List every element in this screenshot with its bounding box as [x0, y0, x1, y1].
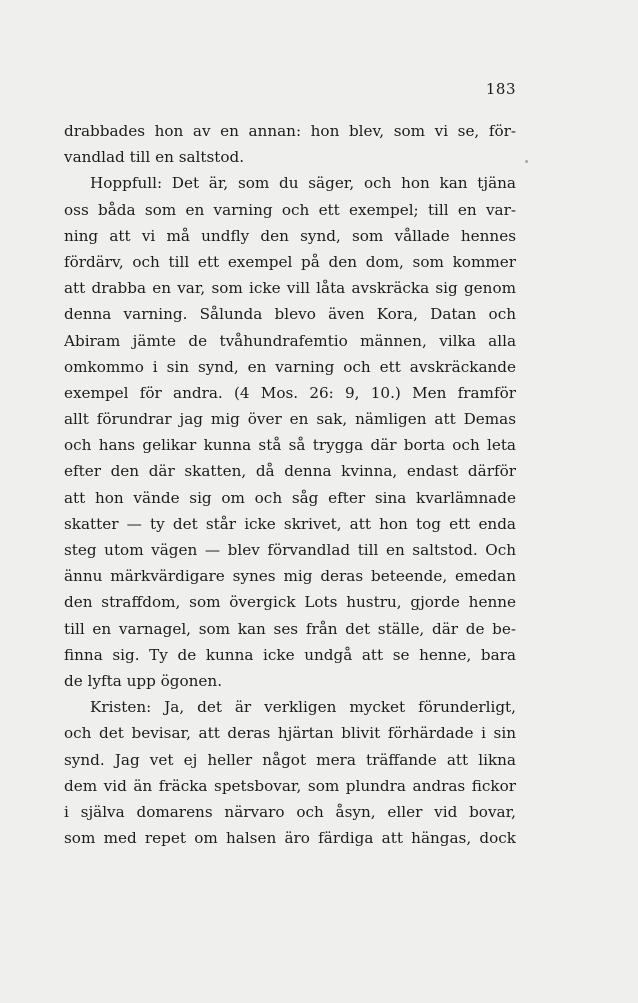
- text-line: exempel för andra. (4 Mos. 26: 9, 10.) Men framför: [64, 383, 516, 402]
- text-line: och det bevisar, att deras hjärtan blivit förhärdade i sin: [64, 724, 516, 743]
- text-line: steg utom vägen — blev förvandlad till en saltstod. Och: [64, 541, 516, 559]
- page-number: 183: [485, 80, 516, 98]
- text-line: ning att vi må undfly den synd, som vållade hennes: [64, 226, 516, 245]
- text-line: Kristen: Ja, det är verkligen mycket förunderligt,: [90, 698, 516, 717]
- text-line: Hoppfull: Det är, som du säger, och hon kan tjäna: [90, 174, 516, 193]
- text-line: i själva domarens närvaro och åsyn, eller vid bovar,: [64, 802, 516, 821]
- text-line: som med repet om halsen äro färdiga att hängas, dock: [64, 829, 516, 848]
- text-line: omkommo i sin synd, en varning och ett avskräckande: [64, 357, 516, 376]
- text-line: att hon vände sig om och såg efter sina kvarlämnade: [64, 488, 516, 507]
- text-line: allt förundrar jag mig över en sak, nämligen att Demas: [64, 410, 516, 429]
- body-text: [64, 118, 516, 851]
- text-line: de lyfta upp ögonen.: [64, 671, 223, 690]
- text-line: Abiram jämte de tvåhundrafemtio männen, vilka alla: [64, 331, 516, 350]
- text-line: finna sig. Ty de kunna icke undgå att se henne, bara: [64, 645, 516, 664]
- paper-speck: [525, 160, 528, 163]
- text-line: denna varning. Sålunda blevo även Kora, Datan och: [64, 305, 516, 324]
- text-line: att drabba en var, som icke vill låta avskräcka sig genom: [64, 279, 516, 298]
- text-line: ännu märkvärdigare synes mig deras beteende, emedan: [64, 567, 516, 586]
- text-line: den straffdom, som övergick Lots hustru, gjorde henne: [64, 593, 516, 612]
- text-line: fördärv, och till ett exempel på den dom, som kommer: [64, 252, 516, 271]
- text-line: dem vid än fräcka spetsbovar, som plundra andras fickor: [64, 776, 516, 795]
- text-line: efter den där skatten, då denna kvinna, endast därför: [64, 462, 516, 481]
- text-line: till en varnagel, som kan ses från det ställe, där de be-: [64, 619, 516, 638]
- text-line: vandlad till en saltstod.: [64, 148, 245, 167]
- text-line: drabbades hon av en annan: hon blev, som vi se, för-: [64, 122, 516, 140]
- text-line: skatter — ty det står icke skrivet, att hon tog ett enda: [64, 514, 516, 533]
- text-line: oss båda som en varning och ett exempel; till en var-: [64, 200, 516, 219]
- text-line: synd. Jag vet ej heller något mera träffande att likna: [64, 750, 516, 769]
- text-line: och hans gelikar kunna stå så trygga där borta och leta: [64, 436, 516, 455]
